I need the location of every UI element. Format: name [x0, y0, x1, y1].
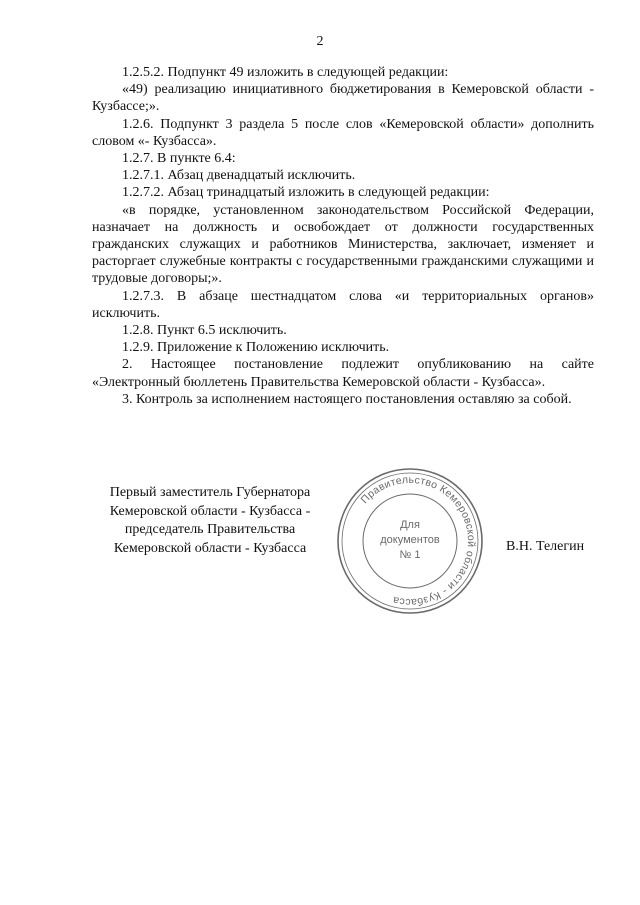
signatory-title-line: Кемеровской области - Кузбасса -	[109, 503, 311, 519]
stamp-center-line-2: документов	[380, 534, 440, 546]
official-stamp	[335, 466, 485, 616]
signatory-title-line: Кемеровской области - Кузбасса	[113, 540, 307, 556]
paragraph-quoted-text: «в порядке, установленном законодательством Российской Федерации, назначает на должность и освобождает от должности государственных гражданских служащих и работников Министерства, заключает, изменяет и расторгает служебные контракты с государственными гражданскими служащими и трудовые договоры;».	[92, 202, 594, 287]
page-number: 2	[316, 34, 324, 49]
paragraph-1-2-6: 1.2.6. Подпункт 3 раздела 5 после слов «Кемеровской области» дополнить словом «- Кузбасса».	[92, 116, 594, 149]
stamp-center-line-1: Для	[400, 519, 420, 531]
paragraph-1-2-7-2: 1.2.7.2. Абзац тринадцатый изложить в следующей редакции:	[122, 185, 490, 201]
paragraph-1-2-7: 1.2.7. В пункте 6.4:	[122, 151, 236, 167]
paragraph-1-2-9: 1.2.9. Приложение к Положению исключить.	[122, 340, 390, 356]
stamp-center-line-3: № 1	[399, 549, 421, 561]
paragraph-1-2-7-1: 1.2.7.1. Абзац двенадцатый исключить.	[122, 168, 356, 184]
document-body	[92, 64, 594, 408]
paragraph-item-49: «49) реализацию инициативного бюджетирования в Кемеровской области - Кузбассе;».	[92, 82, 594, 115]
signatory-name: В.Н. Телегин	[506, 539, 585, 554]
stamp-ring-text-path: Правительство Кемеровской области - Кузбасса	[358, 473, 478, 609]
paragraph-1-2-5-2: 1.2.5.2. Подпункт 49 изложить в следующей редакции:	[122, 65, 449, 80]
signatory-title-line: Первый заместитель Губернатора	[109, 485, 311, 500]
paragraph-3: 3. Контроль за исполнением настоящего постановления оставляю за собой.	[122, 391, 572, 407]
signatory-title	[90, 484, 330, 558]
paragraph-2: 2. Настоящее постановление подлежит опубликованию на сайте «Электронный бюллетень Правительства Кемеровской области - Кузбасса».	[92, 357, 594, 390]
paragraph-1-2-8: 1.2.8. Пункт 6.5 исключить.	[122, 323, 287, 339]
signatory-title-line: председатель Правительства	[124, 522, 296, 537]
paragraph-1-2-7-3: 1.2.7.3. В абзаце шестнадцатом слова «и территориальных органов» исключить.	[92, 288, 594, 321]
